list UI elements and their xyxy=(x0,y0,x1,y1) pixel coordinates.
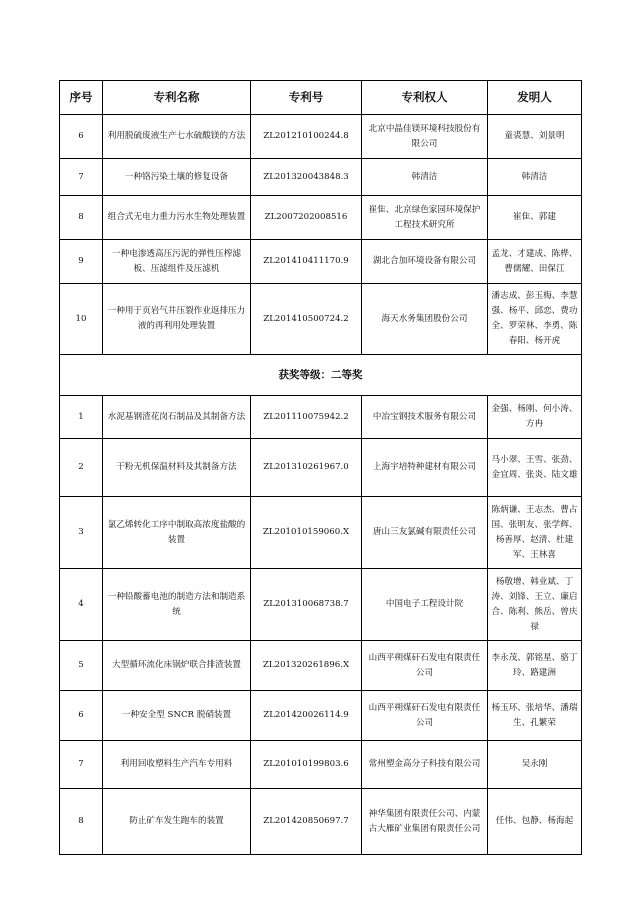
cell-patent-number: ZL201420850697.7 xyxy=(251,789,362,855)
header-serial: 序号 xyxy=(60,81,103,115)
cell-patent-name: 一种安全型 SNCR 脱硝装置 xyxy=(103,691,251,741)
cell-serial: 8 xyxy=(60,789,103,855)
cell-inventors: 吴永刚 xyxy=(488,741,582,789)
table-row xyxy=(60,439,582,497)
cell-patent-number: ZL201420026114.9 xyxy=(251,691,362,741)
cell-serial: 4 xyxy=(60,569,103,641)
cell-patent-holder: 上海宇培特种建材有限公司 xyxy=(362,439,488,497)
table-row xyxy=(60,741,582,789)
cell-patent-holder: 海天水务集团股份公司 xyxy=(362,284,488,355)
cell-serial: 3 xyxy=(60,497,103,569)
cell-inventors: 杨玉环、张培华、潘瑞生、孔繁荣 xyxy=(488,691,582,741)
cell-serial: 6 xyxy=(60,115,103,159)
table-row xyxy=(60,497,582,569)
cell-patent-holder: 山西平朔煤矸石发电有限责任公司 xyxy=(362,641,488,691)
cell-patent-number: ZL201010159060.X xyxy=(251,497,362,569)
cell-patent-holder: 韩清洁 xyxy=(362,159,488,196)
award-level-label: 获奖等级：二等奖 xyxy=(60,355,582,396)
cell-inventors: 陈炳谦、王志杰、曹占国、张明友、张学辉、杨善厚、赵清、杜建军、王林喜 xyxy=(488,497,582,569)
cell-serial: 8 xyxy=(60,196,103,240)
cell-patent-name: 一种铬污染土壤的修复设备 xyxy=(103,159,251,196)
header-patent-holder: 专利权人 xyxy=(362,81,488,115)
cell-patent-number: ZL201320043848.3 xyxy=(251,159,362,196)
patent-award-table xyxy=(59,80,582,855)
cell-inventors: 杨敬增、韩业斌、丁涛、刘锋、王立、廉启合、陈利、熊岳、曾庆禄 xyxy=(488,569,582,641)
cell-patent-name: 防止矿车发生跑车的装置 xyxy=(103,789,251,855)
cell-patent-holder: 北京中晶佳镁环境科技股份有限公司 xyxy=(362,115,488,159)
cell-patent-number: ZL201110075942.2 xyxy=(251,396,362,439)
table-row xyxy=(60,240,582,284)
cell-serial: 7 xyxy=(60,741,103,789)
table-row xyxy=(60,115,582,159)
cell-patent-name: 大型循环流化床锅炉联合排渣装置 xyxy=(103,641,251,691)
cell-patent-holder: 中国电子工程设计院 xyxy=(362,569,488,641)
table-row xyxy=(60,569,582,641)
header-patent-number: 专利号 xyxy=(251,81,362,115)
cell-inventors: 金强、杨刚、何小涛、方冉 xyxy=(488,396,582,439)
table-header-row xyxy=(60,81,582,115)
table-row xyxy=(60,284,582,355)
cell-serial: 2 xyxy=(60,439,103,497)
cell-patent-name: 氯乙烯转化工序中制取高浓度盐酸的装置 xyxy=(103,497,251,569)
cell-patent-holder: 唐山三友氯碱有限责任公司 xyxy=(362,497,488,569)
cell-serial: 7 xyxy=(60,159,103,196)
cell-patent-number: ZL2007202008516 xyxy=(251,196,362,240)
table-row xyxy=(60,691,582,741)
cell-patent-number: ZL201210100244.8 xyxy=(251,115,362,159)
cell-patent-name: 干粉无机保温材料及其制备方法 xyxy=(103,439,251,497)
cell-patent-name: 组合式无电力重力污水生物处理装置 xyxy=(103,196,251,240)
cell-inventors: 崔隹、郭建 xyxy=(488,196,582,240)
cell-serial: 1 xyxy=(60,396,103,439)
cell-patent-name: 利用回收塑料生产汽车专用料 xyxy=(103,741,251,789)
cell-patent-holder: 中冶宝钢技术服务有限公司 xyxy=(362,396,488,439)
header-patent-name: 专利名称 xyxy=(103,81,251,115)
cell-patent-number: ZL201010199803.6 xyxy=(251,741,362,789)
cell-patent-holder: 湖北合加环境设备有限公司 xyxy=(362,240,488,284)
header-inventors: 发明人 xyxy=(488,81,582,115)
cell-patent-holder: 崔隹、北京绿色家园环境保护工程技术研究所 xyxy=(362,196,488,240)
cell-patent-number: ZL201410500724.2 xyxy=(251,284,362,355)
cell-serial: 9 xyxy=(60,240,103,284)
cell-patent-number: ZL201310261967.0 xyxy=(251,439,362,497)
cell-patent-name: 一种电渗透高压污泥的弹性压榨滤板、压滤组件及压滤机 xyxy=(103,240,251,284)
table-row xyxy=(60,159,582,196)
cell-patent-name: 利用脱硫废液生产七水硫酸镁的方法 xyxy=(103,115,251,159)
cell-patent-name: 一种铅酸蓄电池的制造方法和制造系统 xyxy=(103,569,251,641)
cell-patent-number: ZL201320261896.X xyxy=(251,641,362,691)
table-row xyxy=(60,789,582,855)
award-level-section-row xyxy=(60,355,582,396)
cell-inventors: 韩清洁 xyxy=(488,159,582,196)
table-row xyxy=(60,196,582,240)
cell-inventors: 童裘慧、刘景明 xyxy=(488,115,582,159)
cell-patent-name: 一种用于页岩气井压裂作业返排压力液的再利用处理装置 xyxy=(103,284,251,355)
table-row xyxy=(60,396,582,439)
cell-patent-holder: 神华集团有限责任公司、内蒙古大雁矿业集团有限责任公司 xyxy=(362,789,488,855)
table-row xyxy=(60,641,582,691)
cell-patent-number: ZL201410411170.9 xyxy=(251,240,362,284)
cell-patent-holder: 常州塑金高分子科技有限公司 xyxy=(362,741,488,789)
cell-patent-name: 水泥基钢渣花岗石制品及其制备方法 xyxy=(103,396,251,439)
cell-inventors: 李永茂、郭铭星、骆丁玲、路建洲 xyxy=(488,641,582,691)
cell-inventors: 潘志成、彭玉梅、李慧强、杨平、邱恋、费功全、罗荣林、李勇、陈春阳、杨开虎 xyxy=(488,284,582,355)
cell-inventors: 任伟、包静、杨海起 xyxy=(488,789,582,855)
cell-patent-number: ZL201310068738.7 xyxy=(251,569,362,641)
cell-serial: 10 xyxy=(60,284,103,355)
cell-serial: 5 xyxy=(60,641,103,691)
cell-inventors: 马小翠、王雪、张劲、金宜周、张炎、陆文雄 xyxy=(488,439,582,497)
cell-inventors: 孟龙、才建成、陈桦、曹儒耀、田保江 xyxy=(488,240,582,284)
cell-patent-holder: 山西平朔煤矸石发电有限责任公司 xyxy=(362,691,488,741)
cell-serial: 6 xyxy=(60,691,103,741)
